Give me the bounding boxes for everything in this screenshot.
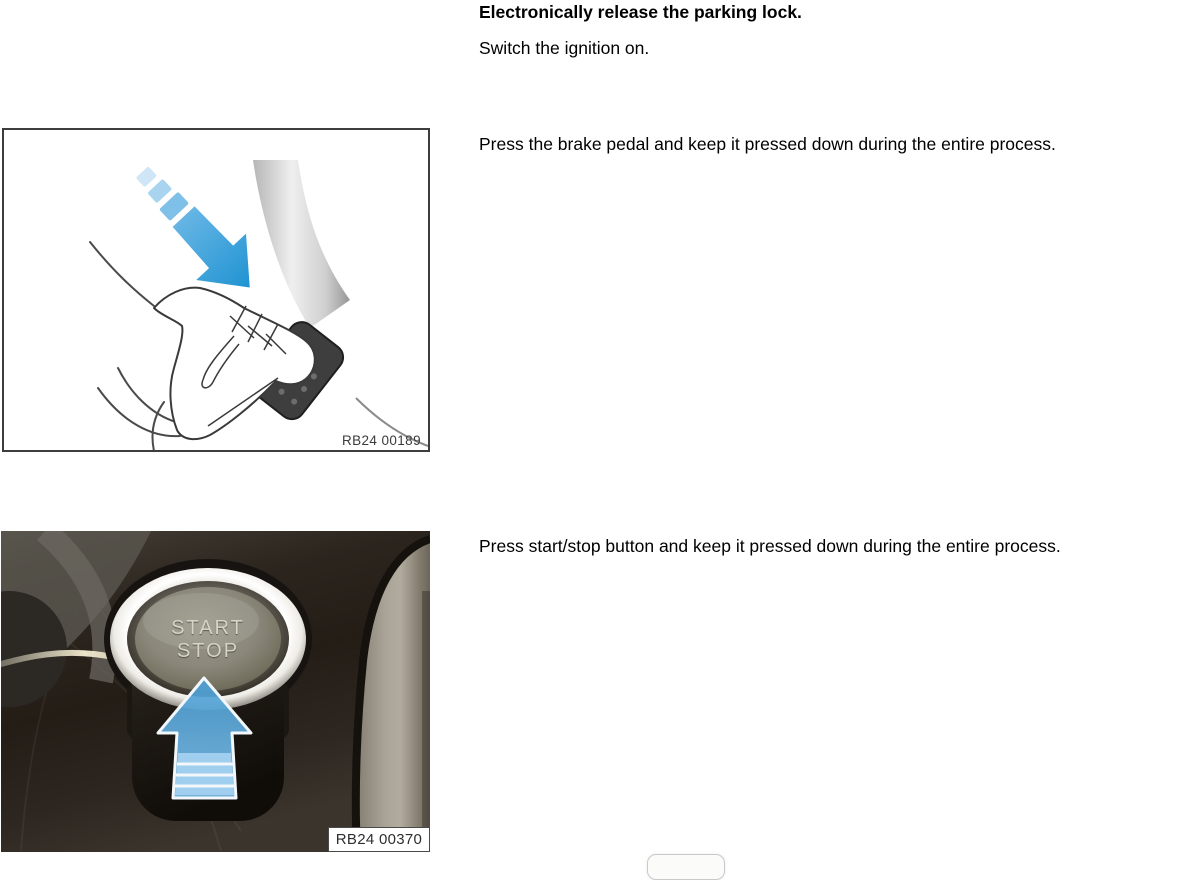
figure-label: RB24 00189	[341, 433, 421, 448]
press-arrow	[117, 149, 274, 311]
figure-label: RB24 00370	[328, 827, 430, 852]
figure-start-stop-photo	[1, 531, 430, 852]
button-text-stop: STOP	[176, 640, 240, 662]
bottom-pill-button[interactable]	[647, 854, 725, 880]
step-instruction-brake: Press the brake pedal and keep it pressed down during the entire process.	[479, 134, 1056, 154]
intro-text: Switch the ignition on.	[479, 38, 650, 58]
brake-pedal-illustration	[4, 130, 428, 450]
start-stop-photo-art	[1, 531, 430, 852]
step-instruction-start-stop: Press start/stop button and keep it pressed down during the entire process.	[479, 536, 1061, 556]
page-title: Electronically release the parking lock.	[479, 2, 802, 22]
pedal-arm	[253, 160, 350, 328]
leg-outline	[90, 242, 180, 450]
button-text-start: START	[171, 617, 245, 639]
start-stop-button-text	[135, 617, 281, 663]
figure-brake-pedal	[2, 128, 430, 452]
